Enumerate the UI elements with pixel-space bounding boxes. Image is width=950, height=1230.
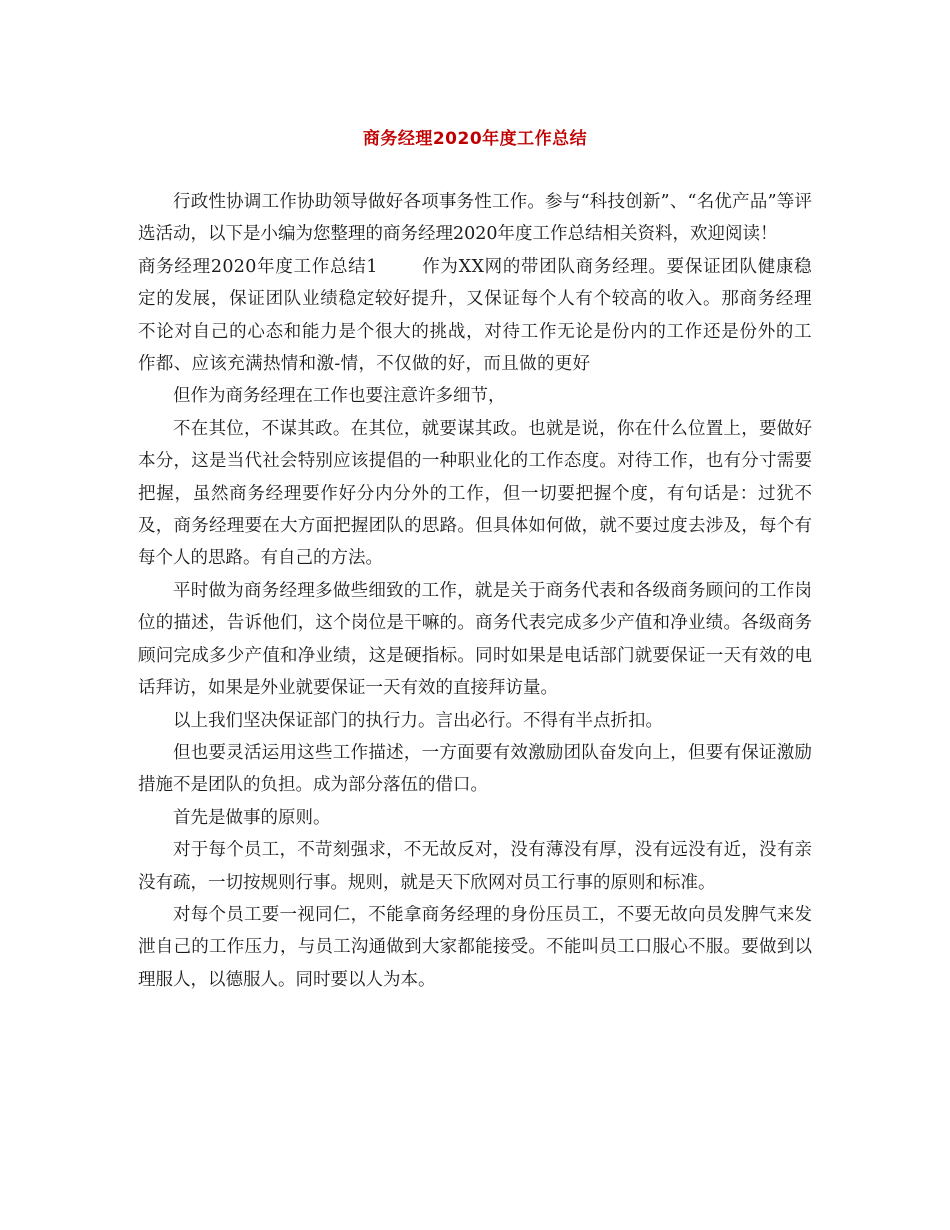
section-1-text: 作为XX网的带团队商务经理。要保证团队健康稳定的发展，保证团队业绩稳定较好提升，又保证每个人有个较高的收入。那商务经理不论对自己的心态和能力是个很大的挑战，对待工作无论是份内的工作还是份外的工作都、应该充满热情和激-情，不仅做的好，而且做的更好 — [138, 256, 812, 375]
paragraph-rules: 对于每个员工，不苛刻强求，不无故反对，没有薄没有厚，没有远没有近，没有亲没有疏，一切按规则行事。规则，就是天下欣网对员工行事的原则和标准。 — [138, 840, 812, 893]
paragraph-position: 不在其位，不谋其政。在其位，就要谋其政。也就是说，你在什么位置上，要做好本分，这是当代社会特别应该提倡的一种职业化的工作态度。对待工作，也有分寸需要把握，虽然商务经理要作好分内分外的工作，但一切要把握个度，有句话是：过犹不及，商务经理要在大方面把握团队的思路。但具体如何做，就不要过度去涉及，每个有每个人的思路。有自己的方法。 — [138, 418, 812, 569]
paragraph-principle: 首先是做事的原则。 — [173, 807, 331, 828]
paragraph-intro: 行政性协调工作协助领导做好各项事务性工作。参与“科技创新”、“名优产品”等评选活动，以下是小编为您整理的商务经理2020年度工作总结相关资料，欢迎阅读！ — [138, 192, 812, 245]
section-heading: 商务经理2020年度工作总结1 — [138, 256, 378, 277]
paragraph-details: 但作为商务经理在工作也要注意许多细节， — [173, 386, 506, 407]
paragraph-flexibility: 但也要灵活运用这些工作描述，一方面要有效激励团队奋发向上，但要有保证激励措施不是团队的负担。成为部分落伍的借口。 — [138, 742, 812, 796]
paragraph-section-1 — [138, 251, 812, 381]
paragraph-equality: 对每个员工要一视同仁，不能拿商务经理的身份压员工，不要无故向员发脾气来发泄自己的工作压力，与员工沟通做到大家都能接受。不能叫员工口服心不服。要做到以理服人，以德服人。同时要以人为本。 — [138, 904, 812, 990]
document-title: 商务经理2020年度工作总结 — [362, 129, 588, 149]
document-body — [138, 186, 812, 996]
paragraph-daily-work: 平时做为商务经理多做些细致的工作，就是关于商务代表和各级商务顾问的工作岗位的描述，告诉他们，这个岗位是干嘛的。商务代表完成多少产值和净业绩。各级商务顾问完成多少产值和净业绩，这是硬指标。同时如果是电话部门就要保证一天有效的电话拜访，如果是外业就要保证一天有效的直接拜访量。 — [138, 580, 812, 699]
paragraph-execution: 以上我们坚决保证部门的执行力。言出必行。不得有半点折扣。 — [173, 710, 663, 731]
